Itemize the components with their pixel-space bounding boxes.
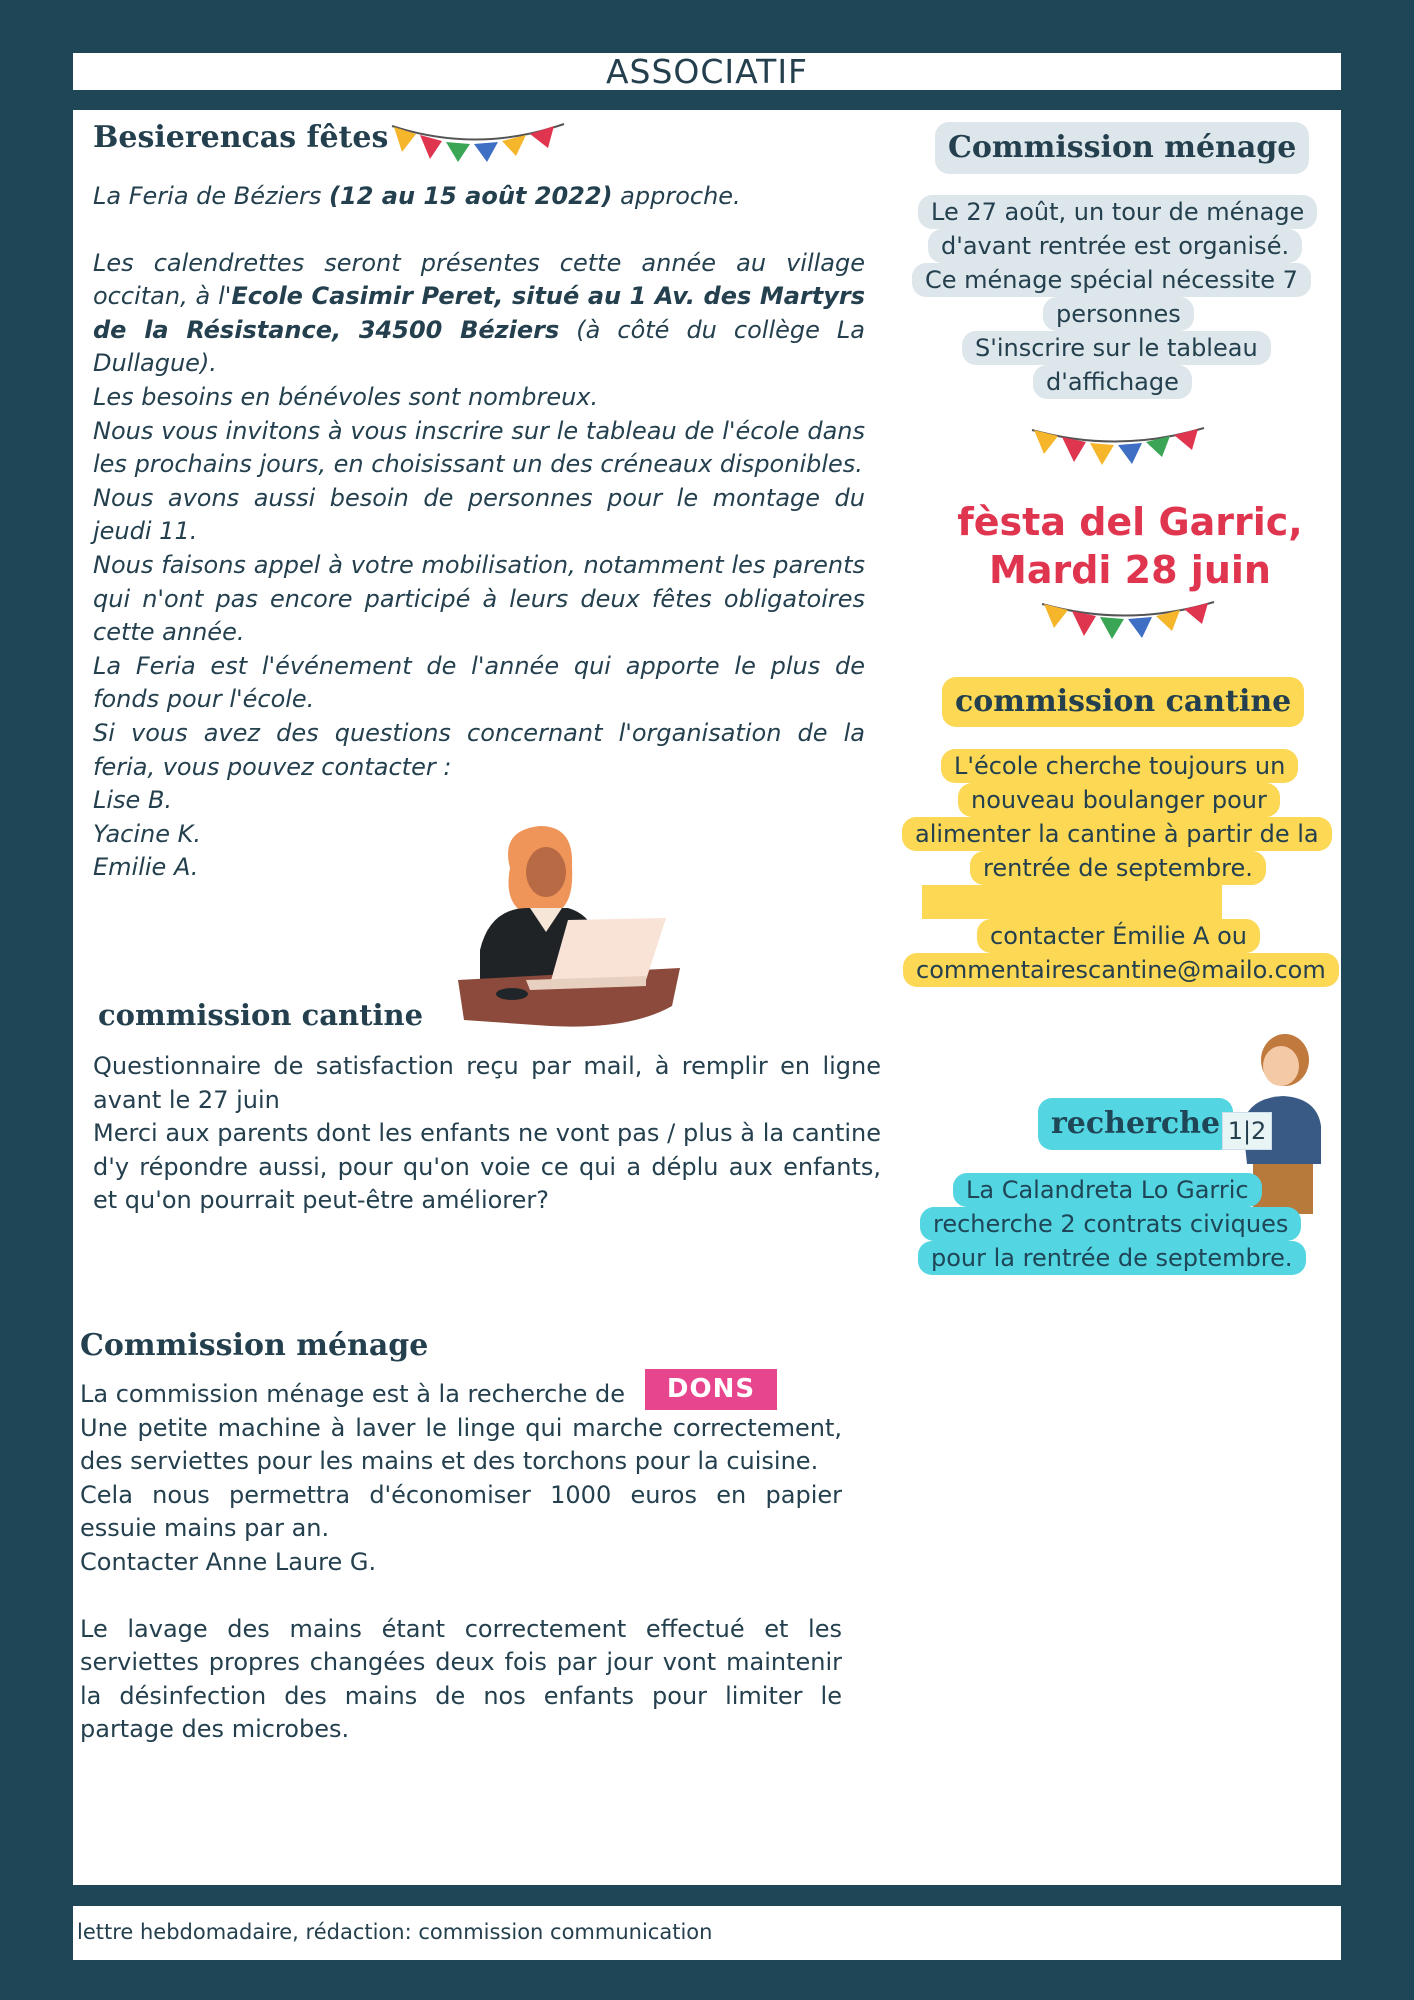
menage-para2: Le lavage des mains étant correctement effectué et les serviettes propres changées deux fois par jour vont maintenir la désinfection des mains de nos enfants pour limiter le partage des microbes. xyxy=(80,1614,842,1744)
menage-right-line: d'affichage xyxy=(1033,365,1192,399)
bunting-icon xyxy=(1040,598,1216,646)
fetes-line: Nous avons aussi besoin de personnes pour le montage du jeudi 11. xyxy=(93,483,865,546)
yellow-spacer xyxy=(922,885,1222,919)
cantine-email: commentairescantine@mailo.com xyxy=(903,953,1339,987)
fetes-intro: La Feria de Béziers (12 au 15 août 2022) approche. xyxy=(93,182,741,210)
footer-text: lettre hebdomadaire, rédaction: commission communication xyxy=(77,1920,713,1944)
fetes-line: Nous faisons appel à votre mobilisation, notamment les parents qui n'ont pas encore participé à leurs deux fêtes obligatoires cette année. xyxy=(93,550,865,647)
fetes-location: Les calendrettes seront présentes cette année au village occitan, à l'Ecole Casimir Peret, situé au 1 Av. des Martyrs de la Résistance, 34500 Béziers (à côté du collège La Dullague). xyxy=(93,248,866,378)
menage-line: Une petite machine à laver le linge qui marche correctement, des serviettes pour les mains et des torchons pour la cuisine. xyxy=(80,1413,842,1476)
menage-first-line: La commission ménage est à la recherche de xyxy=(80,1380,625,1408)
cantine-right-line: contacter Émilie A ou xyxy=(977,919,1260,953)
fetes-line: Nous vous invitons à vous inscrire sur le tableau de l'école dans les prochains jours, en choisissant un des créneaux disponibles. xyxy=(93,416,865,479)
cantine-right-line: alimenter la cantine à partir de la xyxy=(902,817,1332,851)
bunting-icon xyxy=(1030,424,1206,472)
cantine-heading-left: commission cantine xyxy=(98,998,424,1032)
festa-line: fèsta del Garric, xyxy=(957,500,1303,544)
menage-right-line: S'inscrire sur le tableau xyxy=(962,331,1271,365)
woman-laptop-illustration xyxy=(450,820,685,1040)
menage-line: Cela nous permettra d'économiser 1000 euros en papier essuie mains par an. xyxy=(80,1480,842,1543)
cantine-right-line: rentrée de septembre. xyxy=(970,851,1266,885)
banner-title: ASSOCIATIF xyxy=(605,52,809,91)
menage-right-line: Le 27 août, un tour de ménage xyxy=(918,195,1317,229)
menage-right-line: personnes xyxy=(1043,297,1194,331)
menage-text-left xyxy=(80,1378,842,1747)
menage-heading-right: Commission ménage xyxy=(935,122,1309,174)
recherche-line: recherche 2 contrats civiques xyxy=(920,1207,1301,1241)
footer xyxy=(73,1906,1341,1960)
bunting-icon xyxy=(390,120,566,168)
dons-badge: DONS xyxy=(645,1369,777,1410)
cantine-right-line: L'école cherche toujours un xyxy=(941,749,1298,783)
cantine-line: Questionnaire de satisfaction reçu par mail, à remplir en ligne avant le 27 juin xyxy=(93,1052,881,1114)
recherche-line: La Calandreta Lo Garric xyxy=(953,1173,1262,1207)
menage-right-line: d'avant rentrée est organisé. xyxy=(928,229,1302,263)
menage-right-line: Ce ménage spécial nécessite 7 xyxy=(912,263,1311,297)
fetes-line: Si vous avez des questions concernant l'organisation de la feria, vous pouvez contacter : xyxy=(93,718,865,781)
festa-line: Mardi 28 juin xyxy=(989,548,1271,592)
recherche-line: pour la rentrée de septembre. xyxy=(918,1241,1306,1275)
festa-announcement xyxy=(940,498,1320,594)
menage-line: Contacter Anne Laure G. xyxy=(80,1547,377,1576)
contact-name: Emilie A. xyxy=(93,853,199,882)
contact-name: Yacine K. xyxy=(93,819,201,848)
section-banner xyxy=(73,53,1341,90)
cantine-line: Merci aux parents dont les enfants ne vont pas / plus à la cantine d'y répondre aussi, pour qu'on voie ce qui a déplu aux enfants, et qu'on pourrait peut-être améliorer? xyxy=(93,1119,881,1215)
menage-heading-left: Commission ménage xyxy=(80,1328,429,1363)
fetes-heading: Besierencas fêtes xyxy=(93,120,389,155)
cantine-text-left xyxy=(93,1050,881,1218)
fetes-line: Les besoins en bénévoles sont nombreux. xyxy=(93,382,599,411)
contact-name: Lise B. xyxy=(93,786,173,815)
number-card: 1|2 xyxy=(1222,1112,1272,1150)
fetes-line: La Feria est l'événement de l'année qui apporte le plus de fonds pour l'école. xyxy=(93,651,865,714)
recherche-heading: recherche xyxy=(1038,1098,1233,1150)
fetes-text xyxy=(93,180,865,885)
cantine-heading-right: commission cantine xyxy=(942,677,1304,727)
cantine-right-line: nouveau boulanger pour xyxy=(958,783,1280,817)
